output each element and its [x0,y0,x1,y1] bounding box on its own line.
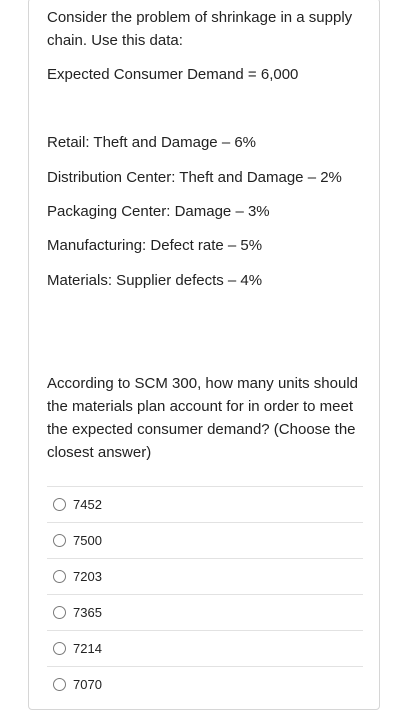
radio-button-icon[interactable] [53,534,66,547]
radio-button-icon[interactable] [53,678,66,691]
answer-option-label: 7214 [73,641,102,656]
radio-button-icon[interactable] [53,498,66,511]
shrinkage-retail: Retail: Theft and Damage – 6% [47,134,257,151]
answer-option-3[interactable] [47,558,363,594]
shrinkage-packaging-center: Packaging Center: Damage – 3% [47,203,270,220]
radio-button-icon[interactable] [53,606,66,619]
answer-option-1[interactable] [47,486,363,522]
radio-button-icon[interactable] [53,642,66,655]
shrinkage-materials: Materials: Supplier defects – 4% [47,272,263,289]
answer-option-label: 7070 [73,677,102,692]
answer-option-5[interactable] [47,630,363,666]
question-prompt: According to SCM 300, how many units should the materials plan account for in order to meet the expected consumer demand? (Choose the closest answer) [47,375,358,461]
shrinkage-manufacturing: Manufacturing: Defect rate – 5% [47,237,263,254]
answer-option-label: 7452 [73,497,102,512]
shrinkage-distribution-center: Distribution Center: Theft and Damage – 2% [47,169,342,186]
answer-option-6[interactable] [47,666,363,702]
answer-option-2[interactable] [47,522,363,558]
radio-button-icon[interactable] [53,570,66,583]
answer-option-label: 7500 [73,533,102,548]
expected-demand: Expected Consumer Demand = 6,000 [47,66,299,83]
answer-options [47,486,363,702]
answer-option-label: 7365 [73,605,102,620]
answer-option-label: 7203 [73,569,102,584]
answer-option-4[interactable] [47,594,363,630]
question-intro: Consider the problem of shrinkage in a supply chain. Use this data: [47,9,353,49]
